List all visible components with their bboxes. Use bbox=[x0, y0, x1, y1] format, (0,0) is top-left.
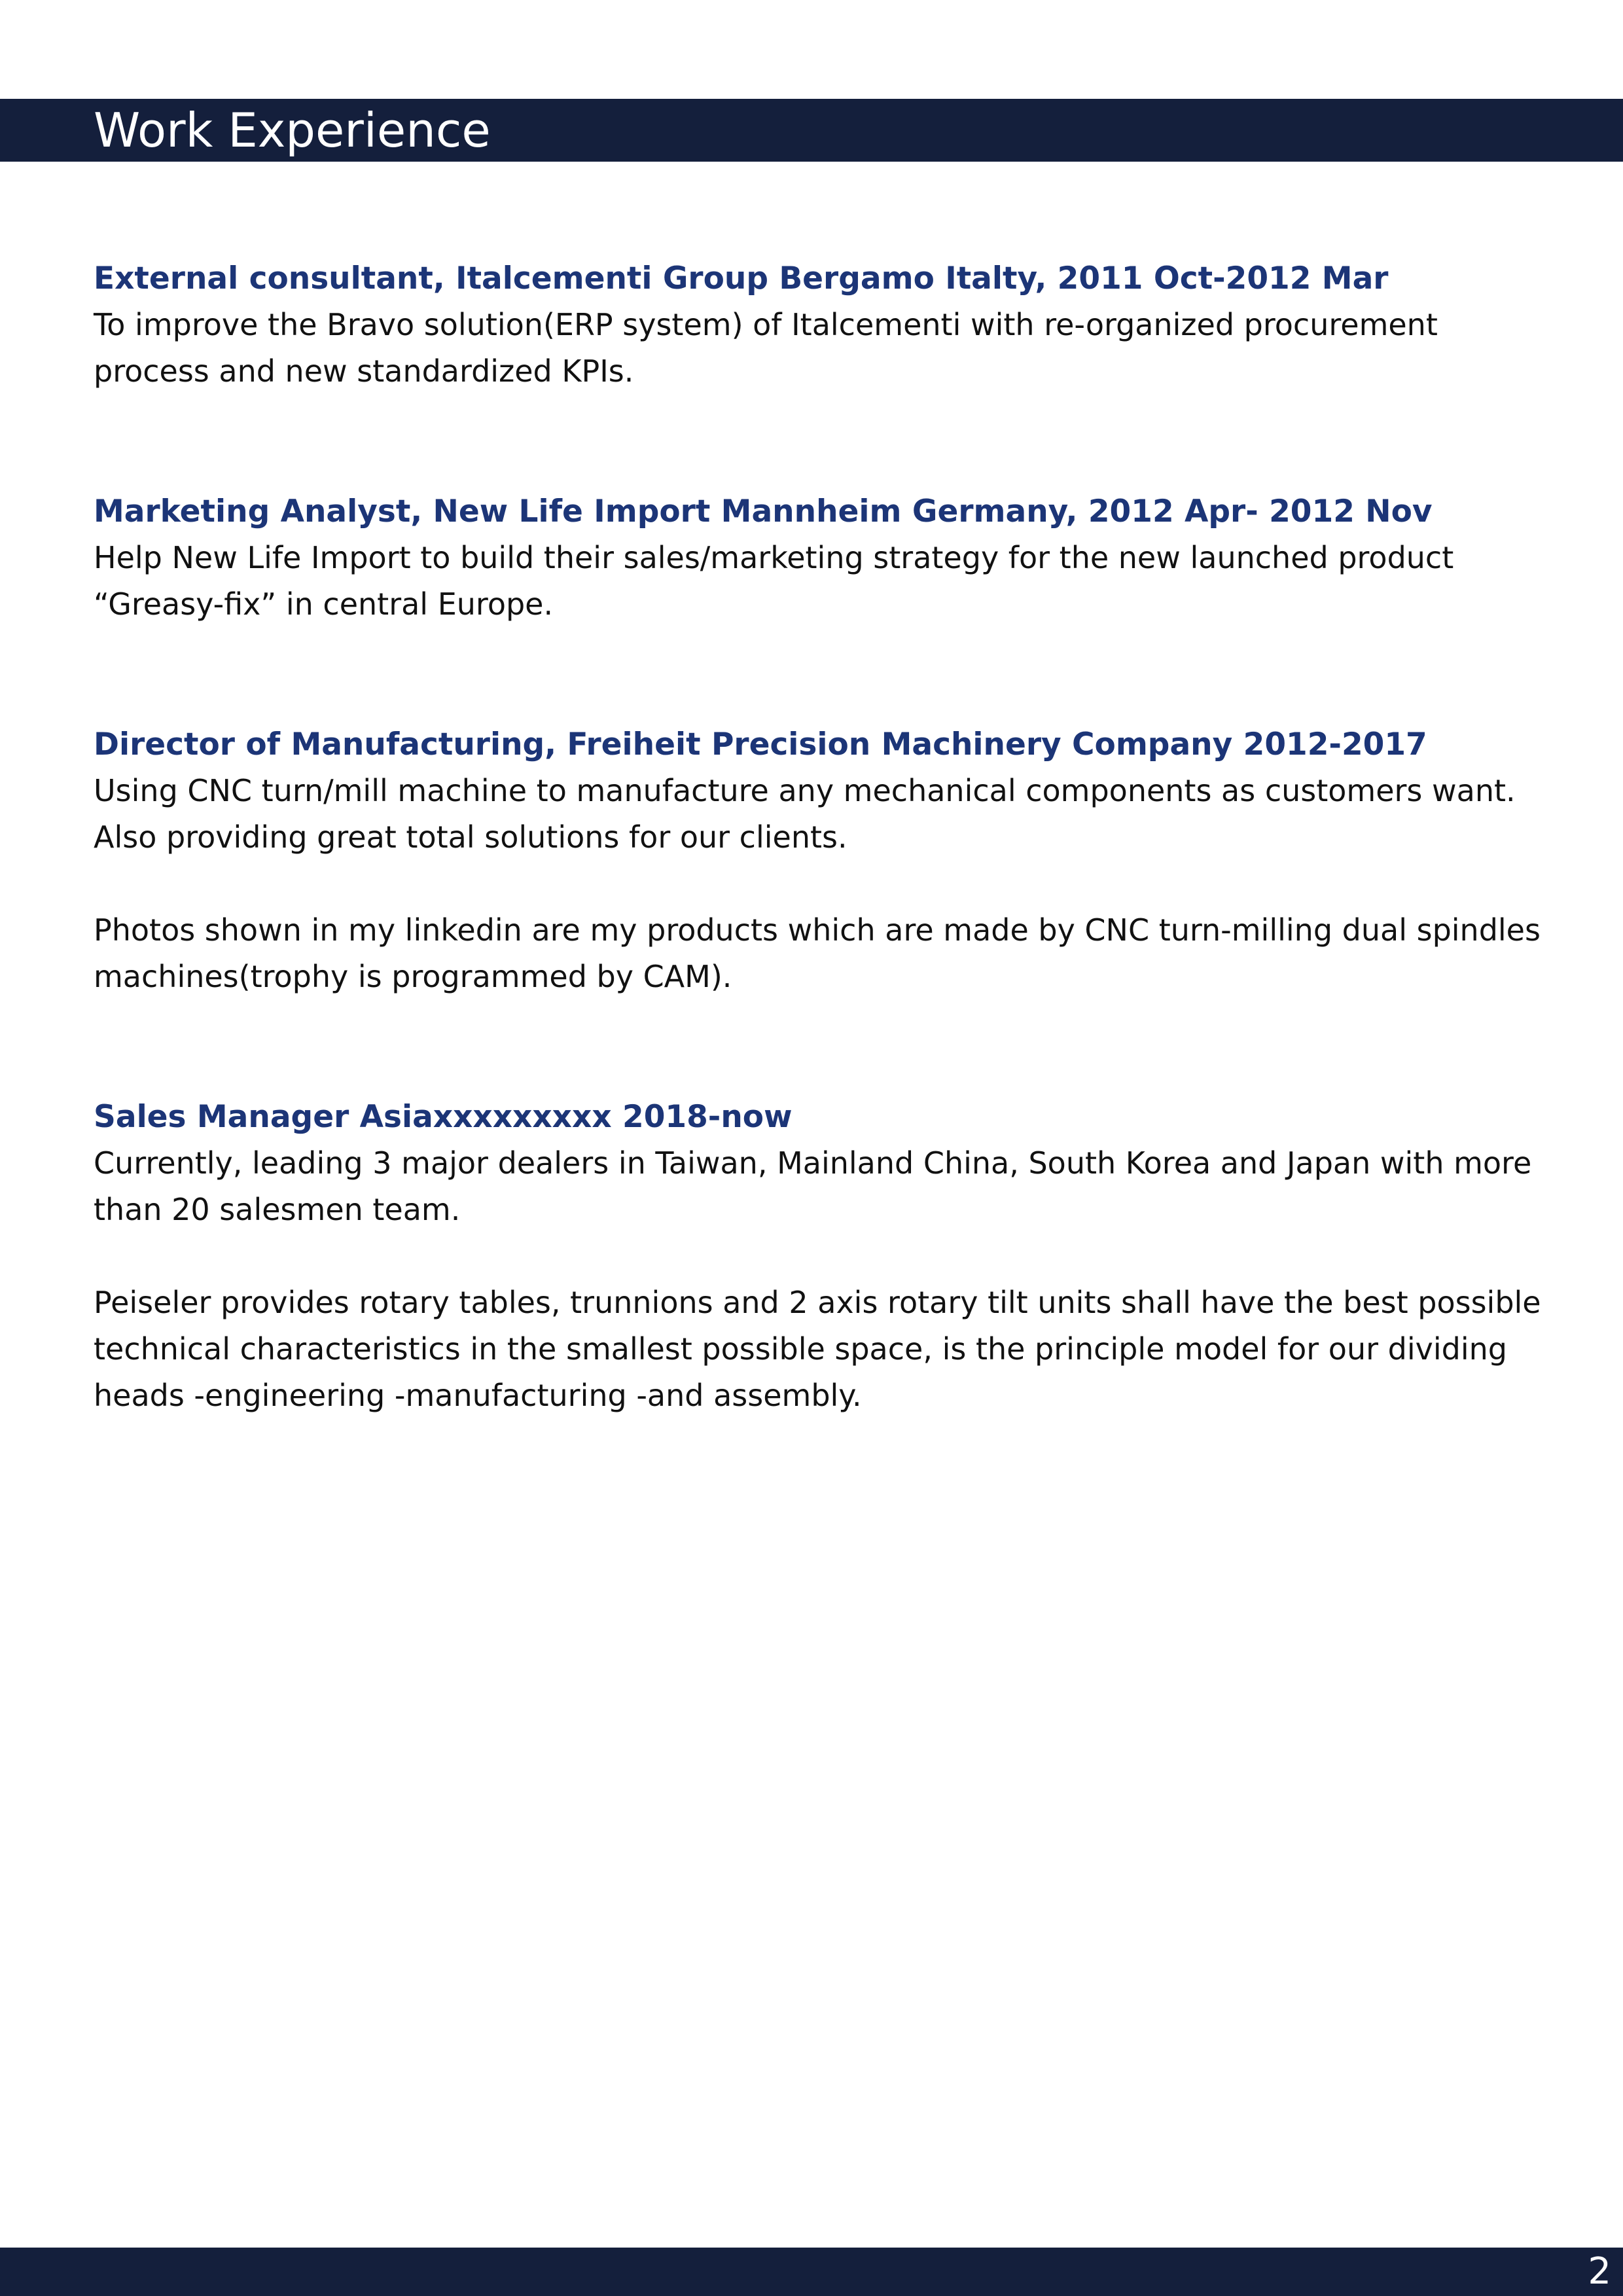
job-entry bbox=[94, 721, 1546, 1000]
job-description: Peiseler provides rotary tables, trunnions and 2 axis rotary tilt units shall have the best possible technical characteristics in the smallest possible space, is the principle model for our dividing heads -engineering -manufacturing -and assembly. bbox=[94, 1285, 1541, 1413]
section-header-bar bbox=[0, 99, 1623, 162]
job-description: Currently, leading 3 major dealers in Taiwan, Mainland China, South Korea and Japan with more than 20 salesmen team. bbox=[94, 1145, 1532, 1227]
job-entry bbox=[94, 255, 1546, 395]
job-description: Help New Life Import to build their sales/marketing strategy for the new launched product “Greasy-fix” in central Europe. bbox=[94, 540, 1454, 622]
section-title: Work Experience bbox=[94, 103, 491, 158]
job-title: External consultant, Italcementi Group Bergamo Italty, 2011 Oct-2012 Mar bbox=[94, 260, 1389, 296]
footer-bar bbox=[0, 2248, 1623, 2296]
job-title: Sales Manager Asiaxxxxxxxxx 2018-now bbox=[94, 1099, 793, 1135]
job-title: Director of Manufacturing, Freiheit Precision Machinery Company 2012-2017 bbox=[94, 726, 1427, 762]
work-experience-list bbox=[94, 255, 1546, 1513]
job-entry bbox=[94, 488, 1546, 628]
page-number: 2 bbox=[1588, 2250, 1611, 2293]
job-description: Photos shown in my linkedin are my products which are made by CNC turn-milling dual spindles machines(trophy is programmed by CAM). bbox=[94, 912, 1541, 994]
job-entry bbox=[94, 1094, 1546, 1419]
job-description: Using CNC turn/mill machine to manufacture any mechanical components as customers want. Also providing great total solutions for our clients. bbox=[94, 773, 1516, 855]
job-description: To improve the Bravo solution(ERP system) of Italcementi with re-organized procurement process and new standardized KPIs. bbox=[94, 307, 1438, 389]
job-title: Marketing Analyst, New Life Import Mannheim Germany, 2012 Apr- 2012 Nov bbox=[94, 493, 1433, 529]
